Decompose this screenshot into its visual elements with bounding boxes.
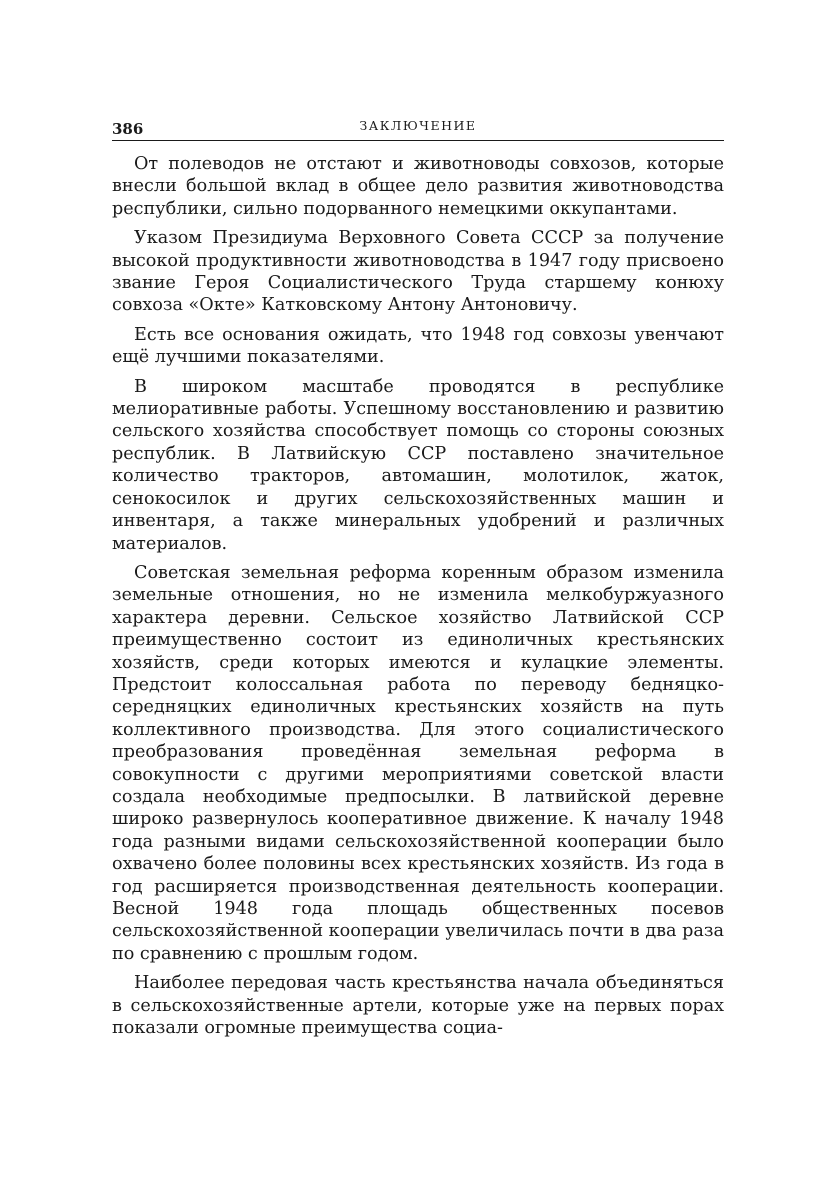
paragraph-livestock-farmers: От полеводов не отстают и животноводы совхозов, которые внесли большой вклад в общее дело развития животноводства республики, сильно подорванного немецкими оккупантами.	[112, 154, 724, 219]
paragraph-melioration: В широком масштабе проводятся в республике мелиоративные работы. Успешному восстановлению и развитию сельского хозяйства способствует помощь со стороны союзных республик. В Латвийскую ССР поставлено значительное количество тракторов, автомашин, молотилок, жаток, сенокосилок и других сельскохозяйственных машин и инвентаря, а также минеральных удобрений и различных материалов.	[112, 376, 724, 554]
page-header	[112, 112, 724, 141]
paragraph-hero-award: Указом Президиума Верховного Совета СССР за получение высокой продуктивности животноводства в 1947 году присвоено звание Героя Социалистического Труда старшему конюху совхоза «Окте» Катковскому Антону Антоновичу.	[112, 228, 724, 316]
book-page	[112, 112, 724, 1039]
body-text	[112, 153, 724, 1039]
running-title: ЗАКЛЮЧЕНИЕ	[359, 118, 477, 133]
paragraph-land-reform: Советская земельная реформа коренным образом изменила земельные отношения, но не изменила мелкобуржуазного характера деревни. Сельское хозяйство Латвийской ССР преимущественно состоит из единоличных крестьянских хозяйств, среди которых имеются и кулацкие элементы. Предстоит колоссальная работа по переводу бедняцко-середняцких единоличных крестьянских хозяйств на путь коллективного производства. Для этого социалистического преобразования проведённая земельная реформа в совокупности с другими мероприятиями советской власти создала необходимые предпосылки. В латвийской деревне широко развернулось кооперативное движение. К началу 1948 года разными видами сельскохозяйственной кооперации было охвачено более половины всех крестьянских хозяйств. Из года в год расширяется производственная деятельность кооперации. Весной 1948 года площадь общественных посевов сельскохозяйственной кооперации увеличилась почти в два раза по сравнению с прошлым годом.	[112, 562, 724, 964]
paragraph-artels: Наиболее передовая часть крестьянства начала объединяться в сельскохозяйственные артели, которые уже на первых порах показали огромные преимущества социа-	[112, 973, 724, 1039]
page-number: 386	[112, 120, 144, 138]
paragraph-1948-expectations: Есть все основания ожидать, что 1948 год совхозы увенчают ещё лучшими показателями.	[112, 324, 724, 368]
